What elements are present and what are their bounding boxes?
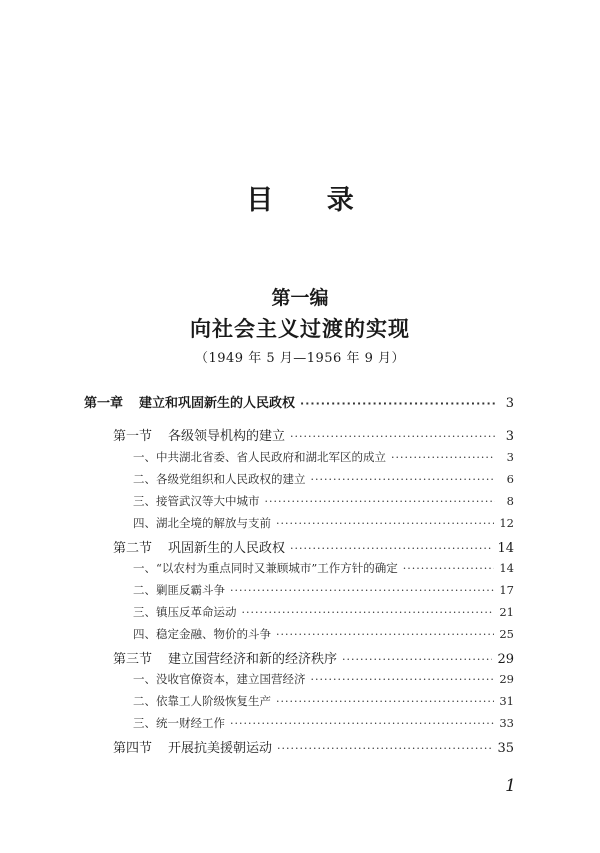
toc-section-1[interactable]	[113, 425, 514, 445]
page-number: 3	[506, 450, 514, 464]
page-title: 目 录	[246, 185, 376, 216]
toc-item[interactable]	[133, 493, 514, 513]
dot-leader	[290, 430, 495, 443]
toc-chapter-1[interactable]	[84, 392, 514, 412]
toc-item[interactable]	[133, 715, 514, 735]
dot-leader	[230, 584, 494, 597]
toc-item[interactable]	[133, 449, 514, 469]
part-label: 第一编	[271, 287, 329, 309]
page-number: 35	[497, 741, 514, 756]
page-number: 33	[499, 716, 514, 730]
item-label: 三、镇压反革命运动	[133, 605, 237, 619]
page-number: 21	[499, 605, 514, 619]
dot-leader	[265, 495, 496, 508]
dot-leader	[290, 542, 492, 555]
dot-leader	[230, 717, 494, 730]
item-label: 二、依靠工人阶级恢复生产	[133, 694, 271, 708]
item-label: 一、中共湖北省委、省人民政府和湖北军区的成立	[133, 450, 386, 464]
item-label: 四、稳定金融、物价的斗争	[133, 627, 271, 641]
toc-item[interactable]	[133, 626, 514, 646]
page-number: 3	[505, 396, 514, 411]
dot-leader	[276, 517, 494, 530]
page-number: 17	[499, 583, 514, 597]
item-label: 二、各级党组织和人民政权的建立	[133, 472, 306, 486]
section-number: 第二节	[113, 541, 153, 556]
item-label: 二、剿匪反霸斗争	[133, 583, 225, 597]
page-number: 29	[499, 672, 514, 686]
toc-item[interactable]	[133, 582, 514, 602]
toc-item[interactable]	[133, 471, 514, 491]
page-number: 6	[506, 472, 514, 486]
dot-leader	[403, 562, 495, 575]
dot-leader	[277, 742, 492, 755]
page-number: 12	[499, 516, 514, 530]
page-folio: 1	[505, 776, 516, 796]
dot-leader	[276, 695, 494, 708]
dot-leader	[300, 397, 495, 410]
item-label: 一、没收官僚资本，建立国营经济	[133, 672, 306, 686]
item-label: 三、接管武汉等大中城市	[133, 494, 260, 508]
dot-leader	[391, 451, 495, 464]
page-number: 31	[499, 694, 514, 708]
dot-leader	[311, 673, 495, 686]
toc-section-3[interactable]	[113, 648, 514, 668]
dot-leader	[242, 606, 495, 619]
section-number: 第一节	[113, 429, 153, 444]
toc-section-4[interactable]	[113, 737, 514, 757]
toc-item[interactable]	[133, 693, 514, 713]
toc-item[interactable]	[133, 604, 514, 624]
toc-item[interactable]	[133, 515, 514, 535]
page-number: 29	[497, 652, 514, 667]
toc-item[interactable]	[133, 671, 514, 691]
item-label: 三、统一财经工作	[133, 716, 225, 730]
section-title: 建立国营经济和新的经济秩序	[168, 652, 338, 667]
page-number: 8	[506, 494, 514, 508]
toc-item[interactable]	[133, 560, 514, 580]
section-number: 第四节	[113, 741, 153, 756]
section-number: 第三节	[113, 652, 153, 667]
chapter-number: 第一章	[84, 396, 124, 411]
section-title: 开展抗美援朝运动	[168, 741, 273, 756]
dot-leader	[342, 653, 492, 666]
item-label: 四、湖北全境的解放与支前	[133, 516, 271, 530]
section-title: 巩固新生的人民政权	[168, 541, 286, 556]
part-title: 向社会主义过渡的实现	[190, 317, 410, 341]
section-title: 各级领导机构的建立	[168, 429, 286, 444]
toc-section-2[interactable]	[113, 537, 514, 557]
page-number: 25	[499, 627, 514, 641]
dot-leader	[276, 628, 494, 641]
dot-leader	[311, 473, 496, 486]
chapter-title: 建立和巩固新生的人民政权	[139, 396, 296, 411]
item-label: 一、“以农村为重点同时又兼顾城市”工作方针的确定	[133, 561, 398, 575]
page-number: 3	[505, 429, 514, 444]
part-period: （1949 年 5 月—1956 年 9 月）	[194, 351, 405, 366]
page-number: 14	[499, 561, 514, 575]
page-number: 14	[497, 541, 514, 556]
